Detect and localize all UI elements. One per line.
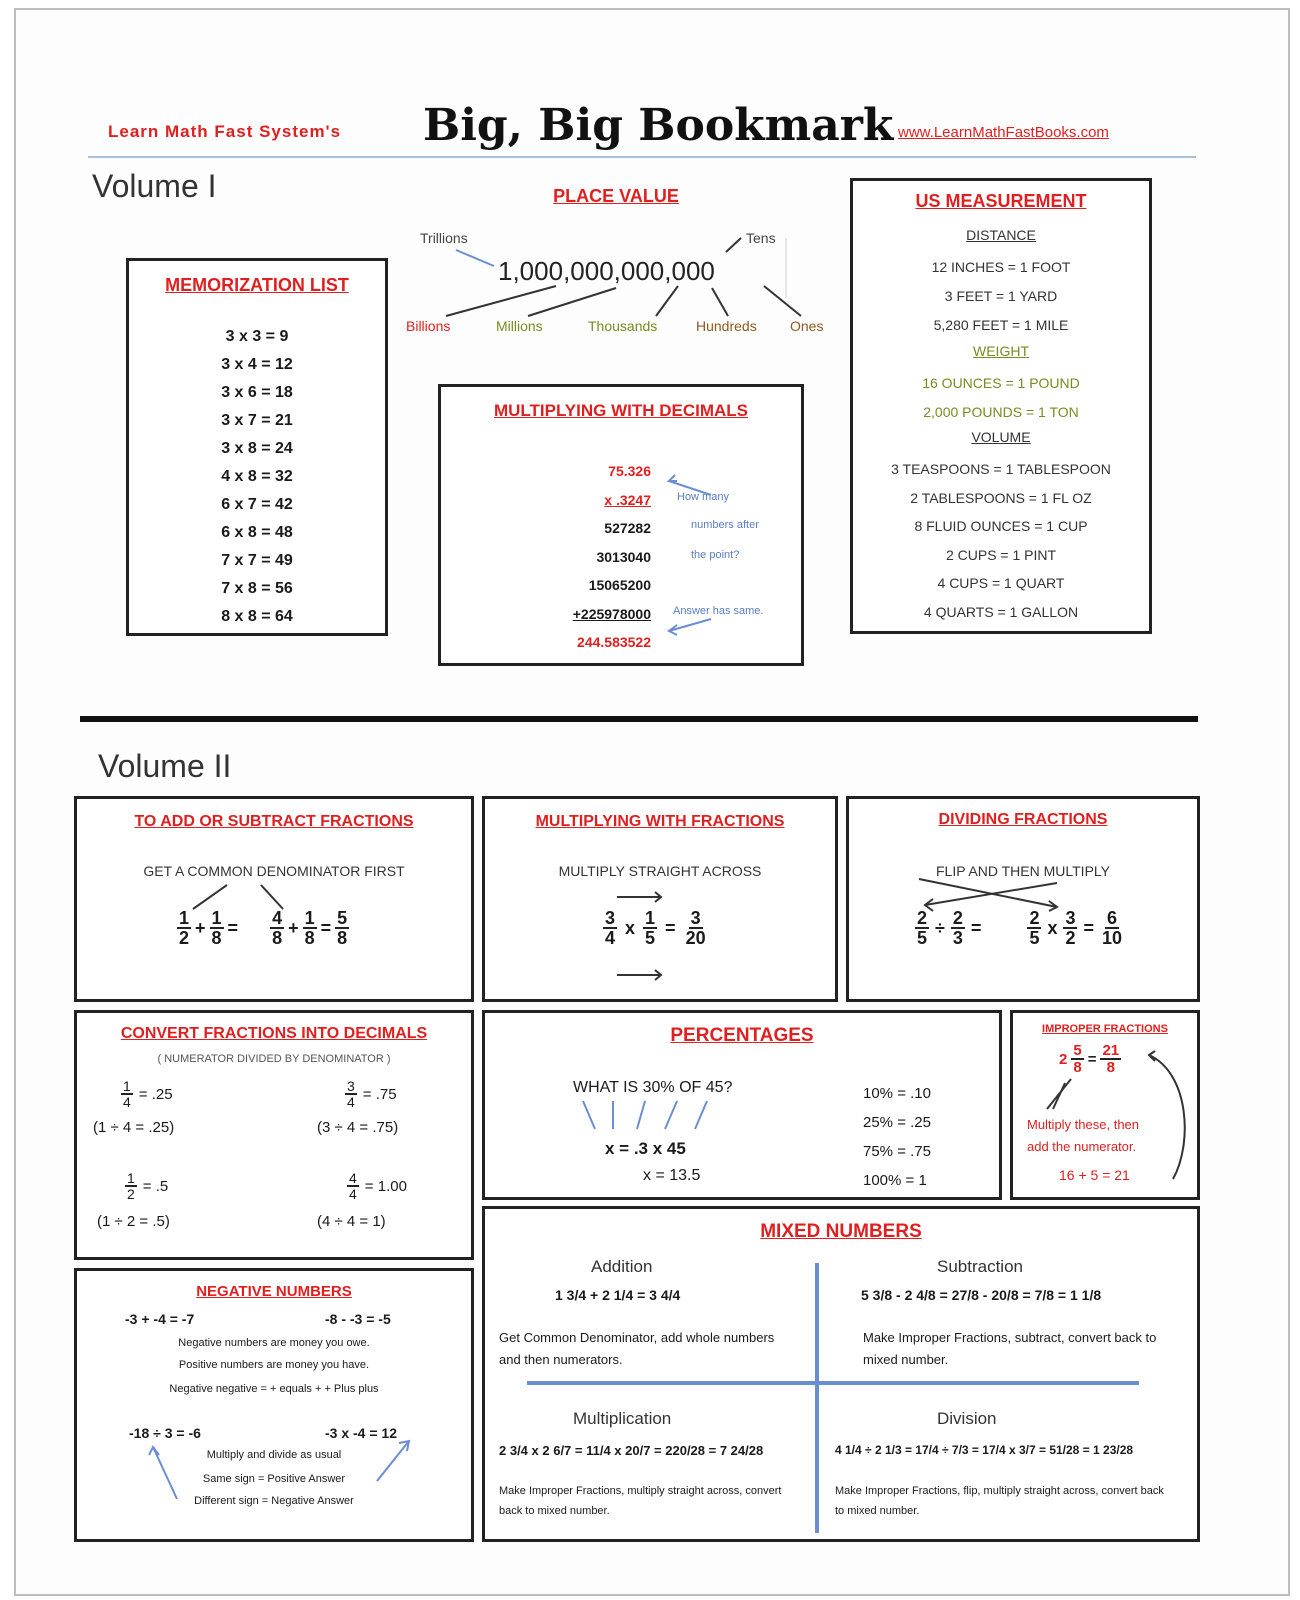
percentages-eq2: x = 13.5 bbox=[643, 1167, 701, 1184]
convert-a: $\frac{1}{4}$ = .25 bbox=[123, 1078, 173, 1110]
improper-note-2: add the numerator. bbox=[1027, 1139, 1137, 1154]
add-sub-equation: $\frac{1}{2}$ + $\frac{1}{8}$ = $\frac{4}{8}$ + $\frac{1}{8}$ = $\frac{5}{8}$ bbox=[179, 908, 348, 948]
mixed-division-label: Division bbox=[937, 1409, 997, 1428]
header-title: Big, Big Bookmark bbox=[423, 100, 894, 151]
mixed-title: MIXED NUMBERS bbox=[760, 1221, 922, 1242]
improper-box bbox=[1010, 1010, 1200, 1200]
weight-label: WEIGHT bbox=[973, 343, 1029, 359]
memorization-item: 6 x 7 = 42 bbox=[221, 496, 293, 513]
mult-frac-subtitle: MULTIPLY STRAIGHT ACROSS bbox=[558, 863, 762, 879]
improper-note-1: Multiply these, then bbox=[1027, 1117, 1140, 1132]
add-sub-arrows bbox=[77, 799, 471, 999]
mixed-subtraction-expr: 5 3/8 - 2 4/8 = 27/8 - 20/8 = 7/8 = 1 1/8 bbox=[861, 1287, 1102, 1303]
improper-arrows bbox=[1013, 1013, 1197, 1197]
convert-b-calc: (3 ÷ 4 = .75) bbox=[317, 1119, 399, 1136]
weight-item: 16 OUNCES = 1 POUND bbox=[922, 375, 1080, 391]
decimals-line: 15065200 bbox=[588, 577, 651, 593]
percentages-arrows bbox=[485, 1013, 999, 1197]
negative-box bbox=[74, 1268, 474, 1542]
mixed-multiplication-note: Make Improper Fractions, multiply straight across, convert back to mixed number. bbox=[499, 1485, 782, 1517]
memorization-item: 8 x 8 = 64 bbox=[221, 608, 293, 625]
convert-subtitle: ( NUMERATOR DIVIDED BY DENOMINATOR ) bbox=[157, 1053, 391, 1065]
memorization-item: 3 x 8 = 24 bbox=[221, 440, 293, 457]
decimals-box bbox=[438, 384, 804, 666]
memorization-item: 4 x 8 = 32 bbox=[221, 468, 293, 485]
div-frac-subtitle: FLIP AND THEN MULTIPLY bbox=[935, 863, 1110, 879]
negative-ex4: -3 x -4 = 12 bbox=[325, 1425, 397, 1441]
volume-item: 8 FLUID OUNCES = 1 CUP bbox=[914, 518, 1088, 534]
memorization-box bbox=[126, 258, 388, 636]
mixed-subtraction-note: Make Improper Fractions, subtract, convert back to mixed number. bbox=[863, 1330, 1157, 1367]
mixed-multiplication-expr: 2 3/4 x 2 6/7 = 11/4 x 20/7 = 220/28 = 7 24/28 bbox=[499, 1443, 764, 1458]
negative-rule-5: Same sign = Positive Answer bbox=[202, 1473, 346, 1485]
negative-rule-3: Negative negative = + equals + + Plus plus bbox=[169, 1383, 379, 1395]
memorization-title: MEMORIZATION LIST bbox=[165, 275, 349, 295]
mixed-addition-label: Addition bbox=[591, 1257, 653, 1276]
improper-title: IMPROPER FRACTIONS bbox=[1042, 1023, 1168, 1035]
percentage-item: 25% = .25 bbox=[863, 1114, 931, 1131]
negative-title: NEGATIVE NUMBERS bbox=[196, 1283, 352, 1300]
add-sub-title: TO ADD OR SUBTRACT FRACTIONS bbox=[134, 813, 414, 830]
div-fractions-box bbox=[846, 796, 1200, 1002]
distance-label: DISTANCE bbox=[966, 227, 1036, 243]
volume2-label: Volume II bbox=[98, 748, 232, 784]
label-millions: Millions bbox=[496, 318, 543, 334]
convert-c: $\frac{1}{2}$ = .5 bbox=[127, 1170, 169, 1202]
label-trillions: Trillions bbox=[420, 230, 468, 246]
negative-arrows bbox=[77, 1271, 471, 1541]
volume-item: 2 TABLESPOONS = 1 FL OZ bbox=[910, 489, 1092, 506]
volume-item: 4 CUPS = 1 QUART bbox=[937, 575, 1065, 591]
negative-rule-1: Negative numbers are money you owe. bbox=[178, 1337, 370, 1349]
negative-ex3: -18 ÷ 3 = -6 bbox=[129, 1425, 201, 1441]
decimals-note-3: the point? bbox=[691, 549, 740, 561]
decimals-line: 244.583522 bbox=[577, 634, 651, 650]
volume-list bbox=[853, 455, 1149, 626]
memorization-item: 3 x 3 = 9 bbox=[225, 328, 289, 345]
distance-list bbox=[853, 253, 1149, 340]
decimals-line: +225978000 bbox=[572, 605, 651, 622]
volume-item: 4 QUARTS = 1 GALLON bbox=[923, 603, 1079, 620]
convert-a-calc: (1 ÷ 4 = .25) bbox=[93, 1119, 175, 1136]
percentages-question: WHAT IS 30% OF 45? bbox=[573, 1079, 733, 1096]
mixed-addition-expr: 1 3/4 + 2 1/4 = 3 4/4 bbox=[555, 1287, 681, 1303]
place-value-arrows bbox=[416, 178, 846, 338]
div-frac-arrows bbox=[849, 799, 1197, 999]
weight-list bbox=[853, 369, 1149, 427]
improper-calc: 16 + 5 = 21 bbox=[1059, 1167, 1130, 1183]
label-thousands: Thousands bbox=[588, 318, 658, 334]
add-sub-fractions-box bbox=[74, 796, 474, 1002]
label-tens: Tens bbox=[746, 230, 776, 246]
distance-item: 3 FEET = 1 YARD bbox=[944, 288, 1058, 304]
place-value-title: PLACE VALUE bbox=[553, 186, 679, 206]
label-hundreds: Hundreds bbox=[696, 318, 757, 334]
memorization-list bbox=[129, 323, 385, 631]
volume-item: 2 CUPS = 1 PINT bbox=[945, 546, 1057, 563]
mixed-numbers-box bbox=[482, 1206, 1200, 1542]
percentage-item: 10% = .10 bbox=[863, 1085, 931, 1102]
label-billions: Billions bbox=[406, 318, 451, 334]
decimals-arrows bbox=[441, 387, 801, 667]
decimals-note-1: How many bbox=[677, 491, 729, 503]
div-frac-equation: $\frac{2}{5}$ ÷ $\frac{2}{3}$ = $\frac{2}{5}$ x $\frac{3}{2}$ = $\frac{6}{10}$ bbox=[917, 908, 1123, 948]
volume-divider bbox=[80, 716, 1198, 722]
mult-frac-arrows bbox=[485, 799, 835, 999]
mult-fractions-box bbox=[482, 796, 838, 1002]
memorization-item: 7 x 7 = 49 bbox=[221, 552, 293, 569]
memorization-item: 6 x 8 = 48 bbox=[221, 524, 293, 541]
distance-item: 5,280 FEET = 1 MILE bbox=[933, 317, 1069, 333]
place-value-number: 1,000,000,000,000 bbox=[498, 256, 715, 286]
mixed-division-note: Make Improper Fractions, flip, multiply straight across, convert back to mixed number. bbox=[835, 1485, 1164, 1517]
weight-item: 2,000 POUNDS = 1 TON bbox=[923, 404, 1079, 420]
header bbox=[108, 100, 1208, 154]
volume-label: VOLUME bbox=[971, 429, 1031, 445]
div-frac-title: DIVIDING FRACTIONS bbox=[938, 811, 1108, 828]
mixed-division-expr: 4 1/4 ÷ 2 1/3 = 17/4 ÷ 7/3 = 17/4 x 3/7 = 51/28 = 1 23/28 bbox=[835, 1443, 1134, 1457]
decimals-line: 527282 bbox=[604, 520, 651, 536]
mult-frac-equation: $\frac{3}{4}$ x $\frac{1}{5}$ = $\frac{3}{20}$ bbox=[605, 908, 706, 948]
percentages-box bbox=[482, 1010, 1002, 1200]
negative-rule-4: Multiply and divide as usual bbox=[206, 1449, 342, 1461]
convert-title: CONVERT FRACTIONS INTO DECIMALS bbox=[120, 1025, 428, 1042]
decimals-note-4: Answer has same. bbox=[673, 605, 764, 617]
decimals-line: x .3247 bbox=[604, 491, 651, 508]
decimals-note-2: numbers after bbox=[691, 519, 759, 531]
us-measurement-box bbox=[850, 178, 1152, 634]
convert-d-calc: (4 ÷ 4 = 1) bbox=[317, 1213, 386, 1230]
header-divider bbox=[88, 156, 1196, 158]
convert-d: $\frac{4}{4}$ = 1.00 bbox=[349, 1170, 407, 1202]
negative-rule-2: Positive numbers are money you have. bbox=[178, 1359, 370, 1371]
us-measurement-title: US MEASUREMENT bbox=[915, 191, 1087, 211]
convert-b: $\frac{3}{4}$ = .75 bbox=[347, 1078, 397, 1110]
mixed-vertical-divider bbox=[815, 1263, 819, 1533]
negative-rule-6: Different sign = Negative Answer bbox=[194, 1495, 354, 1507]
mixed-multiplication-label: Multiplication bbox=[573, 1409, 672, 1428]
decimals-line: 75.326 bbox=[608, 463, 651, 479]
convert-c-calc: (1 ÷ 2 = .5) bbox=[97, 1213, 170, 1230]
decimals-title: MULTIPLYING WITH DECIMALS bbox=[493, 401, 749, 420]
header-url[interactable]: www.LearnMathFastBooks.com bbox=[898, 124, 1109, 141]
header-prefix: Learn Math Fast System's bbox=[108, 122, 342, 141]
percentages-title: PERCENTAGES bbox=[670, 1025, 814, 1046]
memorization-item: 7 x 8 = 56 bbox=[221, 580, 293, 597]
percentages-eq1: x = .3 x 45 bbox=[605, 1139, 686, 1158]
memorization-item: 3 x 7 = 21 bbox=[221, 412, 293, 429]
distance-item: 12 INCHES = 1 FOOT bbox=[931, 259, 1071, 275]
mixed-horizontal-divider bbox=[527, 1381, 1139, 1385]
mult-frac-title: MULTIPLYING WITH FRACTIONS bbox=[535, 813, 785, 830]
memorization-item: 3 x 6 = 18 bbox=[221, 384, 293, 401]
negative-ex1: -3 + -4 = -7 bbox=[125, 1311, 195, 1327]
negative-ex2: -8 - -3 = -5 bbox=[325, 1311, 391, 1327]
decimals-line: 3013040 bbox=[596, 548, 651, 565]
label-ones: Ones bbox=[790, 318, 824, 334]
add-sub-subtitle: GET A COMMON DENOMINATOR FIRST bbox=[143, 863, 405, 879]
convert-box bbox=[74, 1010, 474, 1260]
bookmark-page bbox=[14, 8, 1290, 1596]
percentage-item: 100% = 1 bbox=[863, 1172, 927, 1189]
mixed-addition-note: Get Common Denominator, add whole numbers and then numerators. bbox=[499, 1330, 775, 1367]
percentage-item: 75% = .75 bbox=[863, 1143, 931, 1160]
mixed-subtraction-label: Subtraction bbox=[937, 1257, 1023, 1276]
improper-equation: 2 $\frac{5}{8}$ = $\frac{21}{8}$ bbox=[1059, 1042, 1120, 1076]
volume1-label: Volume I bbox=[92, 168, 217, 204]
place-value bbox=[406, 178, 846, 338]
memorization-item: 3 x 4 = 12 bbox=[221, 356, 293, 373]
volume-item: 3 TEASPOONS = 1 TABLESPOON bbox=[891, 461, 1111, 477]
